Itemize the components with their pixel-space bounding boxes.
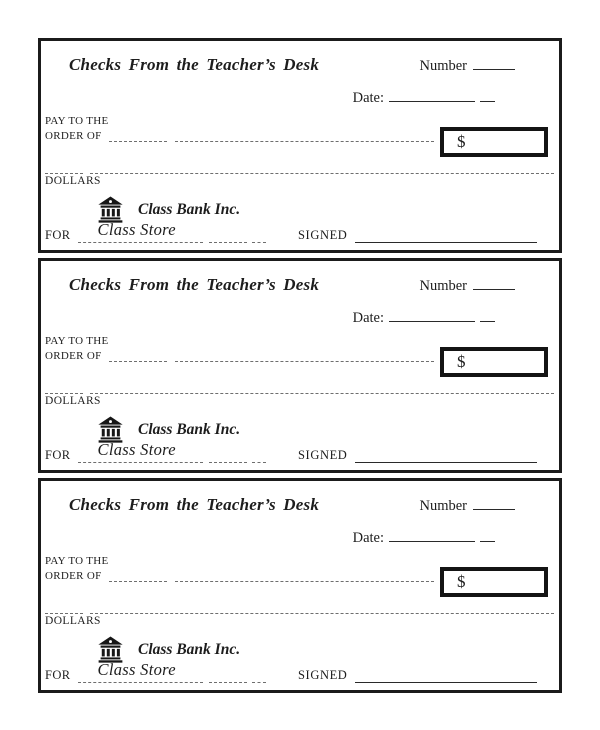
number-label: Number bbox=[419, 278, 467, 294]
memo-field bbox=[45, 437, 266, 463]
blank-line-segment bbox=[252, 671, 266, 683]
blank-line-segment bbox=[209, 671, 247, 683]
signed-label: SIGNED bbox=[298, 448, 348, 462]
memo-value: Class Store bbox=[97, 220, 176, 239]
check-number-field bbox=[419, 278, 515, 295]
check-2 bbox=[38, 258, 562, 473]
blank-line-segment bbox=[45, 162, 83, 174]
order-of-label: ORDER OF bbox=[45, 570, 102, 582]
dollars-label: DOLLARS bbox=[45, 175, 101, 187]
payee-blank-line-segment bbox=[175, 348, 435, 362]
signature-field bbox=[298, 668, 537, 683]
blank-line-segment bbox=[90, 602, 554, 614]
signature-blank-line bbox=[355, 670, 537, 683]
dollar-sign: $ bbox=[457, 572, 466, 591]
payee-blank-line-segment bbox=[109, 568, 167, 582]
blank-line-segment bbox=[209, 451, 247, 463]
number-blank-line bbox=[473, 278, 515, 290]
memo-line bbox=[78, 657, 266, 683]
bank-name: Class Bank Inc. bbox=[138, 200, 241, 218]
blank-line-segment bbox=[90, 382, 554, 394]
number-label: Number bbox=[419, 498, 467, 514]
blank-line-segment bbox=[78, 231, 203, 243]
bank-name: Class Bank Inc. bbox=[138, 420, 241, 438]
date-label: Date: bbox=[352, 530, 384, 546]
dollar-sign: $ bbox=[457, 352, 466, 371]
for-label: FOR bbox=[45, 228, 71, 242]
signed-label: SIGNED bbox=[298, 228, 348, 242]
payee-field bbox=[45, 568, 434, 582]
amount-in-words-line bbox=[45, 382, 554, 394]
payee-field bbox=[45, 348, 434, 362]
number-blank-line bbox=[473, 58, 515, 70]
check-1 bbox=[38, 38, 562, 253]
date-label: Date: bbox=[352, 310, 384, 326]
blank-line-segment bbox=[45, 602, 83, 614]
blank-line-segment bbox=[252, 231, 266, 243]
check-date-field bbox=[353, 90, 495, 107]
memo-line bbox=[78, 437, 266, 463]
memo-blank-line bbox=[78, 671, 266, 683]
dollars-label: DOLLARS bbox=[45, 395, 101, 407]
number-blank-line bbox=[473, 498, 515, 510]
check-3 bbox=[38, 478, 562, 693]
signed-label: SIGNED bbox=[298, 668, 348, 682]
payee-blank-line-segment bbox=[109, 348, 167, 362]
amount-box bbox=[440, 347, 548, 377]
check-number-field bbox=[419, 498, 515, 515]
for-label: FOR bbox=[45, 448, 71, 462]
date-label: Date: bbox=[352, 90, 384, 106]
check-date-field bbox=[353, 530, 495, 547]
pay-to-the-label: PAY TO THE bbox=[45, 335, 109, 347]
memo-value: Class Store bbox=[97, 440, 176, 459]
blank-line-segment bbox=[90, 162, 554, 174]
memo-field bbox=[45, 657, 266, 683]
blank-line-segment bbox=[78, 671, 203, 683]
amount-box bbox=[440, 567, 548, 597]
payee-blank-line-segment bbox=[109, 128, 167, 142]
payee-field bbox=[45, 128, 434, 142]
amount-in-words-line bbox=[45, 162, 554, 174]
date-blank-line bbox=[389, 310, 475, 322]
signature-blank-line bbox=[355, 450, 537, 463]
pay-to-the-label: PAY TO THE bbox=[45, 555, 109, 567]
memo-blank-line bbox=[78, 451, 266, 463]
blank-line-segment bbox=[45, 382, 83, 394]
payee-blank-line-segment bbox=[175, 568, 435, 582]
payee-blank-line-segment bbox=[175, 128, 435, 142]
amount-box bbox=[440, 127, 548, 157]
date-blank-line-short bbox=[480, 530, 495, 542]
date-blank-line bbox=[389, 530, 475, 542]
for-label: FOR bbox=[45, 668, 71, 682]
memo-line bbox=[78, 217, 266, 243]
check-number-field bbox=[419, 58, 515, 75]
blank-line-segment bbox=[209, 231, 247, 243]
blank-line-segment bbox=[78, 451, 203, 463]
blank-line-segment bbox=[252, 451, 266, 463]
signature-field bbox=[298, 228, 537, 243]
memo-field bbox=[45, 217, 266, 243]
check-date-field bbox=[353, 310, 495, 327]
signature-blank-line bbox=[355, 230, 537, 243]
order-of-label: ORDER OF bbox=[45, 350, 102, 362]
memo-blank-line bbox=[78, 231, 266, 243]
check-title: Checks From the Teacher’s Desk bbox=[69, 495, 320, 514]
date-blank-line-short bbox=[480, 90, 495, 102]
signature-field bbox=[298, 448, 537, 463]
pay-to-the-label: PAY TO THE bbox=[45, 115, 109, 127]
number-label: Number bbox=[419, 58, 467, 74]
date-blank-line bbox=[389, 90, 475, 102]
check-title: Checks From the Teacher’s Desk bbox=[69, 55, 320, 74]
dollars-label: DOLLARS bbox=[45, 615, 101, 627]
bank-name: Class Bank Inc. bbox=[138, 640, 241, 658]
amount-in-words-line bbox=[45, 602, 554, 614]
order-of-label: ORDER OF bbox=[45, 130, 102, 142]
checks-container bbox=[38, 38, 562, 698]
date-blank-line-short bbox=[480, 310, 495, 322]
memo-value: Class Store bbox=[97, 660, 176, 679]
dollar-sign: $ bbox=[457, 132, 466, 151]
check-title: Checks From the Teacher’s Desk bbox=[69, 275, 320, 294]
